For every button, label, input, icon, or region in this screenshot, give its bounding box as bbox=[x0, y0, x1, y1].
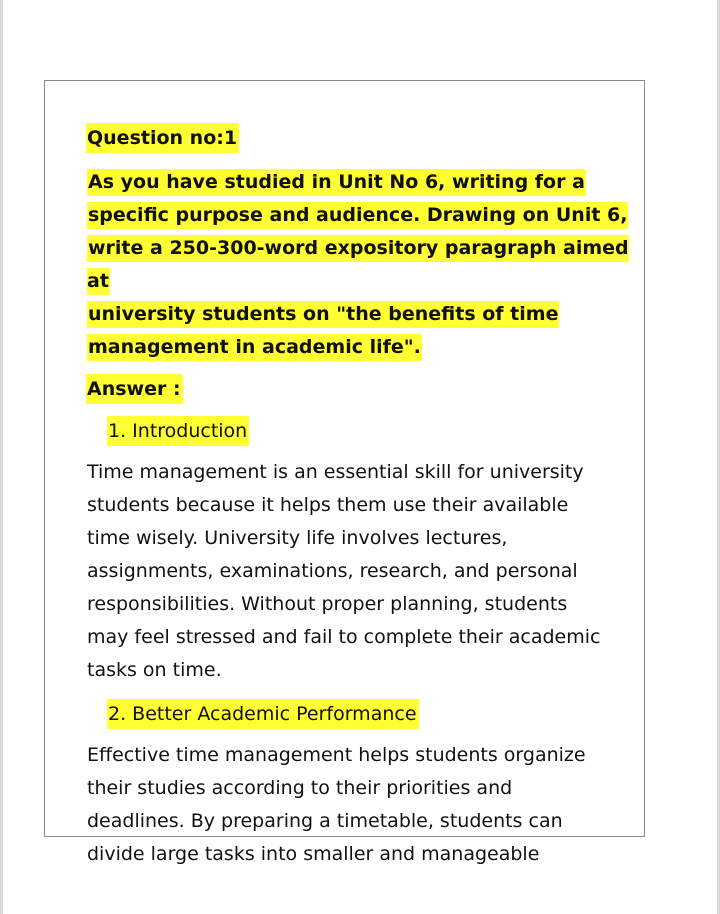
prompt-line: As you have studied in Unit No 6, writing for a bbox=[87, 169, 586, 196]
paragraph-line: time wisely. University life involves lectures, bbox=[87, 527, 508, 549]
paragraph-line: Time management is an essential skill for university bbox=[87, 461, 584, 483]
paragraph-line: deadlines. By preparing a timetable, students can bbox=[87, 810, 563, 832]
left-window-edge bbox=[0, 0, 3, 914]
paragraph-line: responsibilities. Without proper planning, students bbox=[87, 593, 568, 615]
question-heading-row bbox=[87, 123, 639, 153]
question-prompt bbox=[87, 166, 639, 364]
section-heading-introduction: 1. Introduction bbox=[107, 416, 249, 446]
prompt-line: management in academic life". bbox=[87, 334, 422, 361]
paragraph-line: tasks on time. bbox=[87, 659, 222, 681]
paragraph-line: their studies according to their priorities and bbox=[87, 777, 513, 799]
paragraph-line: assignments, examinations, research, and personal bbox=[87, 560, 578, 582]
section-heading-academic-performance: 2. Better Academic Performance bbox=[107, 699, 419, 729]
paragraph-line: divide large tasks into smaller and manageable bbox=[87, 843, 540, 865]
prompt-line: university students on "the benefits of time bbox=[87, 301, 559, 328]
question-heading: Question no:1 bbox=[86, 123, 239, 153]
answer-label: Answer : bbox=[86, 374, 183, 404]
section-1-paragraph bbox=[87, 456, 639, 687]
section-2-paragraph bbox=[87, 739, 639, 871]
paragraph-line: may feel stressed and fail to complete their academic bbox=[87, 626, 601, 648]
paragraph-line: Effective time management helps students organize bbox=[87, 744, 586, 766]
paragraph-line: students because it helps them use their available bbox=[87, 494, 569, 516]
answer-label-row bbox=[87, 364, 639, 404]
prompt-line: specific purpose and audience. Drawing on Unit 6, bbox=[87, 202, 628, 229]
document-content bbox=[87, 123, 639, 871]
document-page bbox=[44, 80, 645, 865]
section-1-heading-row bbox=[87, 404, 639, 446]
section-2-heading-row bbox=[87, 687, 639, 729]
prompt-line: write a 250-300-word expository paragraph aimed at bbox=[87, 235, 629, 295]
